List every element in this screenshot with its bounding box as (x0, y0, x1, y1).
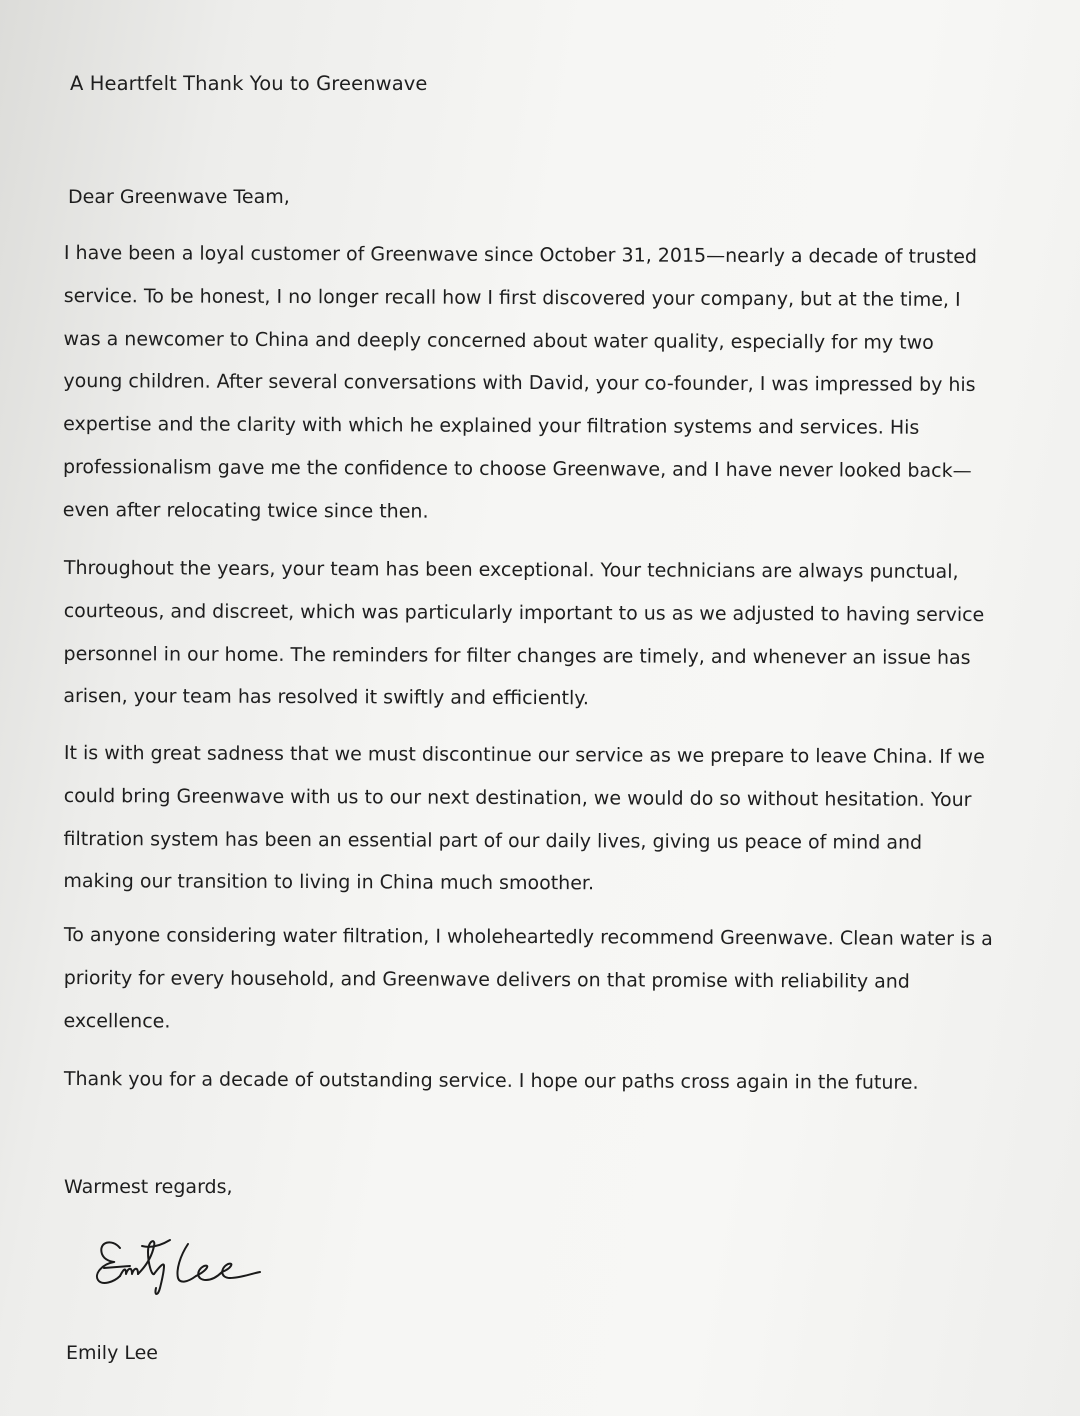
paragraph-5: Thank you for a decade of outstanding service. I hope our paths cross again in the future. (63, 1067, 919, 1094)
closing: Warmest regards, (64, 1176, 233, 1198)
paragraph-2: Throughout the years, your team has been exceptional. Your technicians are always punctual, courteous, and discreet, which was particularly important to us as we adjusted to having service personnel in our home. The reminders for filter changes are timely, and whenever an issue has arisen, your team has resolved it swiftly and efficiently. (63, 556, 985, 710)
salutation: Dear Greenwave Team, (68, 186, 290, 208)
paragraph-3: It is with great sadness that we must discontinue our service as we prepare to leave China. If we could bring Greenwave with us to our next destination, we would do so without hesitation. Your filtration system has been an essential part of our daily lives, giving us peace of mind and making our transition to living in China much smoother. (63, 741, 985, 895)
paragraph-1: I have been a loyal customer of Greenwave since October 31, 2015—nearly a decade of trusted service. To be honest, I no longer recall how I first discovered your company, but at the time, I was a newcomer to China and deeply concerned about water quality, especially for my two young children. After several conversations with David, your co-founder, I was impressed by his expertise and the clarity with which he explained your filtration systems and services. His professionalism gave me the confidence to choose Greenwave, and I have never looked back—even after relocating twice since then. (62, 241, 978, 523)
handwritten-signature (90, 1226, 280, 1306)
letter-title: A Heartfelt Thank You to Greenwave (70, 72, 428, 95)
paragraph-4: To anyone considering water filtration, I wholeheartedly recommend Greenwave. Clean water is a priority for every household, and Greenwave delivers on that promise with reliability and excellence. (63, 923, 993, 1033)
signer-name: Emily Lee (66, 1342, 158, 1364)
